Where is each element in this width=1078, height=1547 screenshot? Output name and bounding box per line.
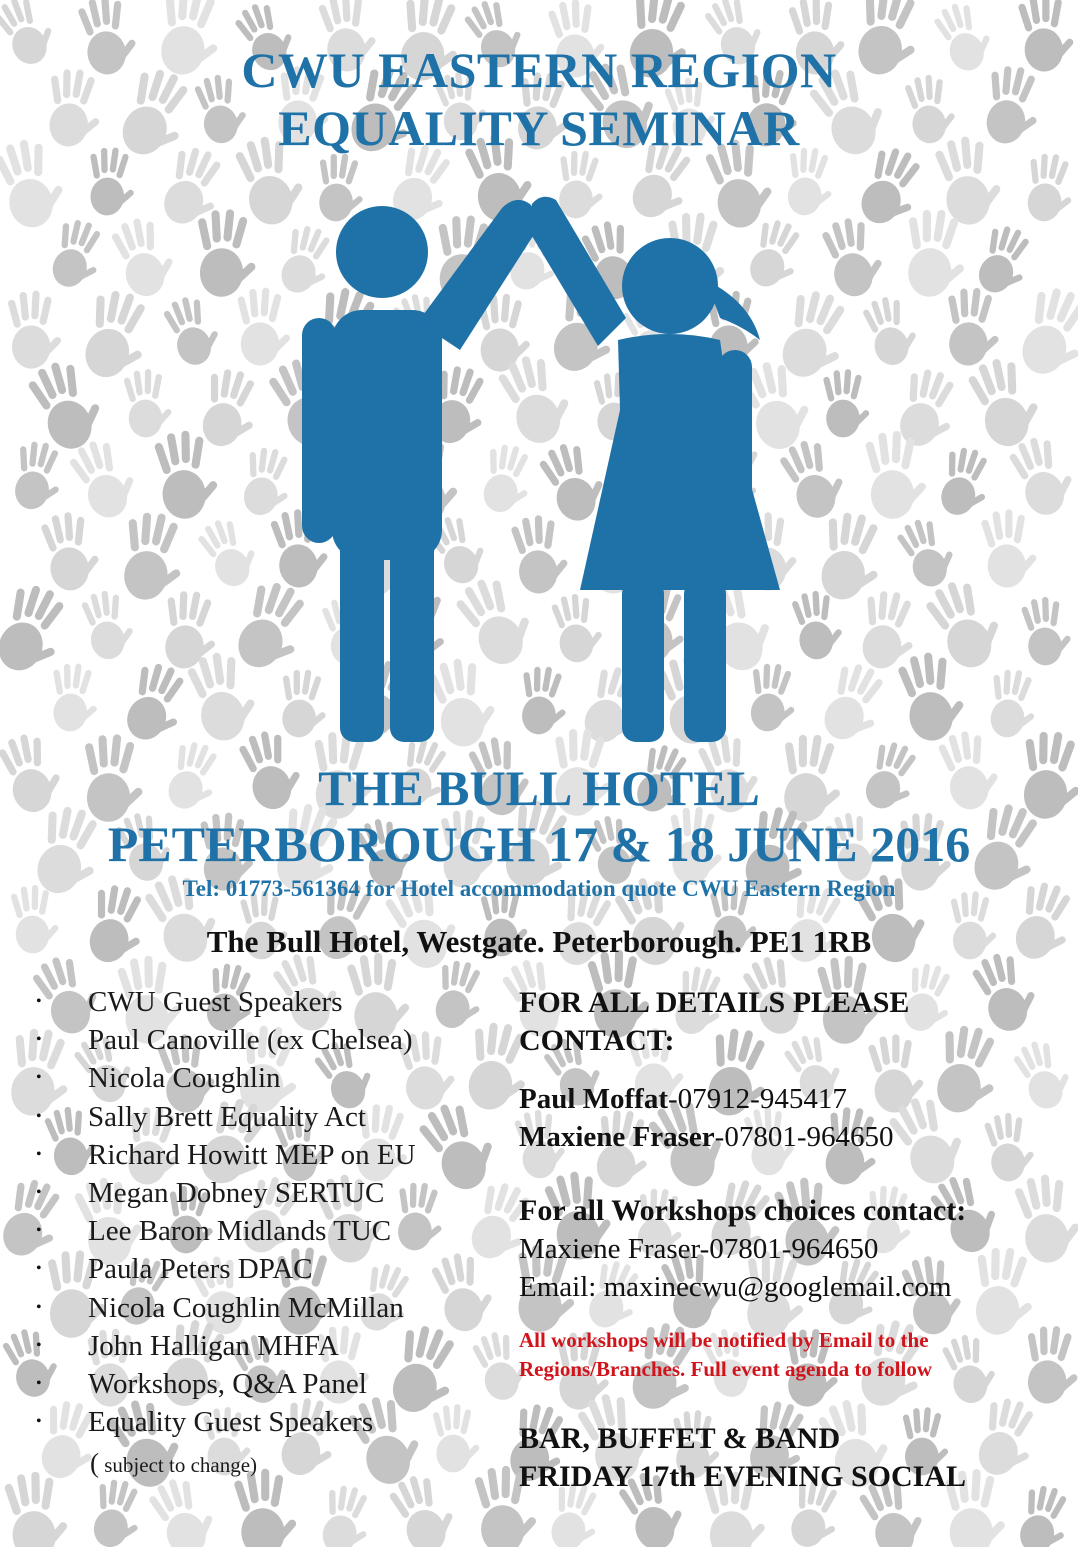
- handprint-icon: [819, 213, 889, 301]
- bullet-icon: •: [36, 1184, 42, 1202]
- bullet-icon: •: [36, 1145, 42, 1163]
- bullet-icon: •: [36, 1107, 42, 1125]
- speaker-list-item-text: Richard Howitt MEP on EU: [88, 1138, 416, 1171]
- speaker-list-item: [30, 1250, 500, 1288]
- handprint-icon: [860, 291, 923, 369]
- handprint-icon: [194, 511, 265, 593]
- workshops-contact-line: Maxiene Fraser-07801-964650: [519, 1233, 879, 1265]
- handprint-icon: [7, 290, 63, 369]
- handprint-icon: [39, 508, 104, 593]
- speaker-list-item: [30, 1098, 500, 1136]
- speaker-list-item: [30, 1289, 500, 1327]
- handprint-icon: [1020, 594, 1075, 667]
- handprint-icon: [814, 657, 896, 751]
- venue-address: The Bull Hotel, Westgate. Peterborough. PE1 1RB: [206, 924, 872, 959]
- handprint-icon: [920, 571, 1011, 676]
- handprint-icon: [87, 1476, 148, 1547]
- workshops-notice-line1: All workshops will be notified by Email to the: [519, 1328, 929, 1352]
- workshops-notice-line2: Regions/Branches. Full event agenda to follow: [519, 1357, 932, 1381]
- bullet-icon: •: [36, 1375, 42, 1393]
- speaker-list-item: [30, 1136, 500, 1174]
- contact-person-1-phone: -07912-945417: [668, 1083, 847, 1115]
- handprint-icon: [195, 208, 259, 298]
- speaker-list-item-text: John Halligan MHFA: [88, 1329, 339, 1362]
- contact-heading-line1: FOR ALL DETAILS PLEASE: [519, 986, 910, 1019]
- handprint-icon: [123, 368, 174, 439]
- bullet-icon: •: [36, 1260, 42, 1278]
- speaker-list-item-text: Sally Brett Equality Act: [88, 1100, 366, 1133]
- handprint-icon: [3, 1469, 72, 1547]
- speaker-list-item-text: Equality Guest Speakers: [88, 1406, 374, 1439]
- email-line: Email: maxinecwu@googlemail.com: [519, 1271, 952, 1303]
- speaker-list-item: [30, 1365, 500, 1403]
- speaker-list-item-text: Workshops, Q&A Panel: [88, 1368, 367, 1401]
- speaker-list-item-text: Nicola Coughlin McMillan: [88, 1291, 404, 1324]
- workshops-heading: For all Workshops choices contact:: [519, 1194, 967, 1227]
- handprint-icon: [970, 220, 1040, 301]
- handprint-icon: [160, 291, 226, 370]
- speaker-list-item: [30, 1403, 500, 1441]
- seminar-title-line2: EQUALITY SEMINAR: [278, 100, 800, 156]
- bullet-icon: •: [36, 1031, 42, 1049]
- handprint-icon: [86, 146, 138, 218]
- handprint-icon: [1012, 281, 1078, 385]
- contact-person-1-name: Paul Moffat: [519, 1083, 668, 1115]
- handprint-icon: [49, 662, 101, 734]
- handprint-icon: [823, 369, 871, 437]
- seminar-title-line1: CWU EASTERN REGION: [241, 42, 837, 98]
- handprint-icon: [8, 438, 68, 514]
- high-five-figures-icon: [280, 190, 820, 750]
- social-line1: BAR, BUFFET & BAND: [519, 1422, 841, 1455]
- handprint-icon: [316, 1481, 378, 1547]
- handprint-icon: [45, 215, 112, 295]
- speaker-list-item: [30, 1021, 500, 1059]
- social-line2: FRIDAY 17th EVENING SOCIAL: [519, 1460, 967, 1493]
- contact-panel: [519, 984, 1059, 1496]
- handprint-icon: [944, 286, 1003, 367]
- note-paren: (: [90, 1448, 99, 1478]
- speaker-list-item: [30, 1327, 500, 1365]
- note-text: subject to change): [99, 1453, 258, 1477]
- speaker-list-item-text: Megan Dobney SERTUC: [88, 1177, 385, 1210]
- bullet-icon: •: [36, 1336, 42, 1354]
- handprint-icon: [934, 443, 998, 521]
- speaker-list-item: [30, 1059, 500, 1097]
- bullet-icon: •: [36, 993, 42, 1010]
- speaker-list-item-text: CWU Guest Speakers: [88, 986, 343, 1018]
- bullet-icon: •: [36, 1069, 42, 1087]
- contact-person-2-name: Maxiene Fraser: [519, 1121, 715, 1153]
- bullet-icon: •: [36, 1298, 42, 1316]
- handprint-icon: [893, 512, 962, 593]
- handprint-icon: [79, 587, 138, 663]
- bullet-icon: •: [36, 1222, 42, 1240]
- handprint-icon: [813, 507, 891, 606]
- speaker-list: [30, 983, 500, 1441]
- handprint-icon: [116, 508, 190, 605]
- handprint-icon: [194, 364, 266, 453]
- speaker-list-item-text: Paul Canoville (ex Chelsea): [88, 1024, 413, 1057]
- contact-person-2-phone: -07801-964650: [714, 1121, 894, 1153]
- speaker-list-item: [30, 1212, 500, 1250]
- hotel-phone-line: Tel: 01773-561364 for Hotel accommodation quote CWU Eastern Region: [182, 876, 896, 901]
- handprint-icon: [1022, 151, 1078, 225]
- event-date-line: PETERBOROUGH 17 & 18 JUNE 2016: [107, 816, 971, 872]
- speaker-list-item: [30, 983, 500, 1021]
- speaker-list-item: [30, 1174, 500, 1212]
- handprint-icon: [117, 657, 196, 750]
- speaker-list-item-text: Nicola Coughlin: [88, 1062, 281, 1095]
- speaker-list-item-text: Paula Peters DPAC: [88, 1253, 313, 1286]
- handprint-icon: [985, 667, 1042, 741]
- contact-person-2: [519, 1118, 1059, 1156]
- subject-to-change-note: [90, 1448, 257, 1479]
- handprint-icon: [980, 507, 1040, 589]
- speaker-list-item-text: Lee Baron Midlands TUC: [88, 1215, 392, 1248]
- handprint-icon: [108, 212, 181, 302]
- contact-heading-line2: CONTACT:: [519, 1024, 675, 1057]
- handprint-icon: [891, 364, 966, 455]
- contact-person-1: [519, 1080, 1059, 1118]
- bullet-icon: •: [36, 1413, 42, 1431]
- venue-name: THE BULL HOTEL: [318, 760, 760, 816]
